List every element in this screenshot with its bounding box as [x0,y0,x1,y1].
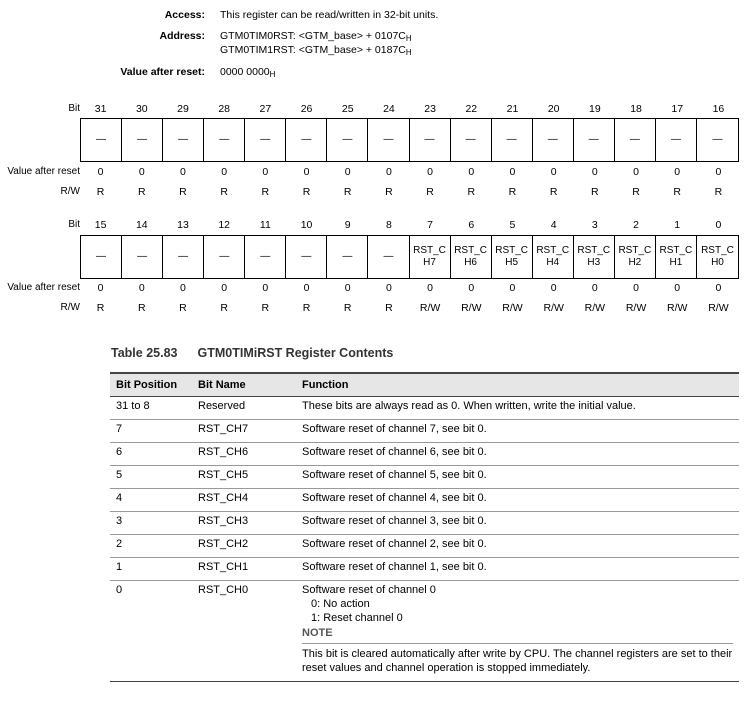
bit-number: 27 [259,103,272,115]
reset-value: 0 [674,282,681,294]
bit-field: — [204,119,245,161]
table-row: 6 RST_CH6 Software reset of channel 6, see bit 0. [110,443,739,466]
rw-value: R [96,302,105,314]
lower-register-fields [80,235,739,279]
address-line-1: GTM0TIM0RST: <GTM_base> + $0107C_H$ [220,30,412,43]
bit-number: 9 [344,219,351,231]
rw-value: R [508,186,517,198]
rw-value: R/W [419,302,441,314]
reset-value: 0 [633,166,639,178]
table-row: 1 RST_CH1 Software reset of channel 1, see bit 0. [110,558,739,581]
reset-value: 0 [468,282,475,294]
bit-number: 3 [591,219,598,231]
rw-value: R [343,186,352,198]
reset-value: 0 [385,166,392,178]
upper-bit-numbers [80,103,739,115]
upper-rw-values [80,186,739,198]
bit-number: 10 [300,219,313,231]
rw-value: R [220,186,228,198]
bit-number: 1 [674,219,681,231]
table-row: 4 RST_CH4 Software reset of channel 4, see bit 0. [110,489,739,512]
reset-value: 0 [303,282,310,294]
reset-value: 0 [550,166,557,178]
bit-number: 6 [468,219,475,231]
bit-number: 28 [218,103,230,115]
reset-value: 0 [97,166,104,178]
bit-field: — [656,119,697,161]
bit-field: — [574,119,615,161]
table-row: 3 RST_CH3 Software reset of channel 3, see bit 0. [110,512,739,535]
reset-value: 0 [550,282,557,294]
table-row: 31 to 8 Reserved These bits are always read as 0. When written, write the initial value. [110,397,739,420]
bit-field: RST_C H3 [574,236,615,278]
rw-value: R [261,302,270,314]
rw-value: R [385,186,393,198]
rw-value: R [673,186,682,198]
bit-number: 0 [715,219,722,231]
header-bit-position: Bit Position [110,373,192,397]
bit-field: — [492,119,533,161]
rw-value: R [467,186,476,198]
bit-field: — [163,119,204,161]
bit-field: — [81,236,122,278]
bit-number: 14 [135,219,148,231]
rw-value: R [385,302,393,314]
reset-value: 0 [221,166,228,178]
bit-field: — [327,236,368,278]
rw-value: R/W [502,302,523,314]
rw-value: R/W [625,302,647,314]
bit-field: — [327,119,368,161]
bit-field: — [163,236,204,278]
bit-number: 30 [135,103,148,115]
rw-value: R [137,302,146,314]
lower-rw-label: R/W [60,302,80,313]
bit-number: 24 [383,103,395,115]
upper-bit-label: Bit [68,103,80,114]
bit-field: RST_C H4 [533,236,574,278]
upper-reset-values [80,166,739,178]
lower-reset-values [80,282,739,294]
rw-value: R/W [461,302,482,314]
reset-value: 0 [591,166,598,178]
reset-value: 0 [138,282,145,294]
bit-field: — [712,134,723,145]
reset-value: 0 [262,166,269,178]
bit-field: — [204,236,245,278]
bit-number: 22 [465,103,478,115]
lower-rw-values [80,302,739,314]
reset-value: 0 [427,282,434,294]
bit-number: 5 [509,219,516,231]
bit-number: 7 [427,219,434,231]
address-label: Address: [159,30,205,42]
table-row: 5 RST_CH5 Software reset of channel 5, see bit 0. [110,466,739,489]
rw-value: R [137,186,146,198]
rw-value: R [179,302,187,314]
bit-number: 20 [547,103,560,115]
address-line-2: GTM0TIM1RST: <GTM_base> + $0187C_H$ [220,44,412,57]
bit-field: RST_C H7 [410,236,451,278]
rw-value: R [591,186,599,198]
reset-value: 0 [715,166,722,178]
reset-value: 0 [138,166,145,178]
rw-value: R [426,186,434,198]
rw-value: R [96,186,105,198]
reset-value: 0 [180,166,186,178]
bit-number: 25 [341,103,354,115]
reset-value: 0 [262,282,269,294]
bit-number: 21 [506,103,519,115]
table-row-bit0: 0 RST_CH0 Software reset of channel 0 0: No action 1: Reset channel 0 NOTE This bit is cleared automatically after write by CPU. The channel registers are set to their reset values and channel operation is stopped immediately. [110,581,739,682]
reset-value: 0 [385,282,392,294]
reset-value: 0 [427,166,434,178]
bit-number: 26 [300,103,313,115]
table-row: 7 RST_CH7 Software reset of channel 7, see bit 0. [110,420,739,443]
bit-field: — [286,119,327,161]
note-label: NOTE [302,627,333,639]
lower-reset-label: Value after reset [7,282,80,293]
bit-number: 11 [259,219,271,231]
bit-number: 4 [550,219,557,231]
bit0-option-0: 0: No action [311,598,370,610]
reset-value: 0 [674,166,681,178]
bit-number: 18 [630,103,642,115]
bit-field: — [368,236,409,278]
rw-value: R/W [543,302,564,314]
bit-number: 16 [712,103,725,115]
reset-value: 0 [97,282,104,294]
bit-number: 29 [177,103,189,115]
rw-value: R [261,186,270,198]
bit-field: RST_C H5 [492,236,533,278]
table-title: Table 25.83 GTM0TIMiRST Register Contents [111,346,394,360]
rw-value: R [343,302,352,314]
bit-field: RST_C H2 [615,236,656,278]
bit-field: — [245,119,286,161]
note-text: This bit is cleared automatically after write by CPU. The channel registers are set to their reset values and channel operation is stopped immediately. [302,643,733,675]
bit-number: 2 [633,219,639,231]
bit-number: 19 [589,103,601,115]
bit-field: — [286,236,327,278]
bit-field: RST_C H1 [656,236,697,278]
rw-value: R [302,302,311,314]
rw-value: R [302,186,311,198]
rw-value: R/W [708,302,729,314]
bit-field: RST_C H0 [701,245,734,268]
reset-value: 0 [509,282,516,294]
bit-field: — [533,119,574,161]
table-row: 2 RST_CH2 Software reset of channel 2, see bit 0. [110,535,739,558]
reset-value: 0 [509,166,516,178]
bit-field: — [451,119,492,161]
bit-field: — [410,119,451,161]
bit-number: 17 [671,103,684,115]
header-function: Function [296,373,739,397]
bit-field: — [81,119,122,161]
bit-number: 8 [385,219,392,231]
upper-register-fields [80,118,739,162]
access-value: This register can be read/written in 32-bit units. [220,9,439,21]
bit-field: — [245,236,286,278]
reset-value: 0 [221,282,228,294]
reset-label: Value after reset: [120,66,205,78]
rw-value: R [632,186,640,198]
bit-field: RST_C H6 [451,236,492,278]
reset-value: 0 [344,166,351,178]
lower-bit-numbers [80,219,739,231]
rw-value: R [549,186,558,198]
reset-value: 0 [303,166,310,178]
reset-value: 0 [180,282,186,294]
bit-number: 23 [424,103,436,115]
register-contents-table [110,372,739,682]
bit-field: — [368,119,409,161]
rw-value: R/W [667,302,688,314]
bit-number: 12 [218,219,230,231]
bit0-option-1: 1: Reset channel 0 [311,612,403,624]
bit-field: — [122,236,163,278]
reset-value: 0 [591,282,598,294]
rw-value: R/W [584,302,606,314]
bit-number: 13 [177,219,189,231]
rw-value: R [714,186,723,198]
bit-number: 15 [94,219,107,231]
lower-bit-label: Bit [68,219,80,230]
bit0-function: Software reset of channel 0 [302,584,436,596]
reset-value: 0 [468,166,475,178]
bit-field: — [615,119,656,161]
upper-reset-label: Value after reset [7,166,80,177]
bit-number: 31 [94,103,107,115]
header-bit-name: Bit Name [192,373,296,397]
access-label: Access: [164,9,205,21]
bit-field: — [122,119,163,161]
reset-value: 0 [633,282,639,294]
rw-value: R [220,302,228,314]
rw-value: R [179,186,187,198]
reset-value: 0000 $0000_H$ [220,66,276,79]
upper-rw-label: R/W [60,186,80,197]
reset-value: 0 [344,282,351,294]
reset-value: 0 [715,282,722,294]
